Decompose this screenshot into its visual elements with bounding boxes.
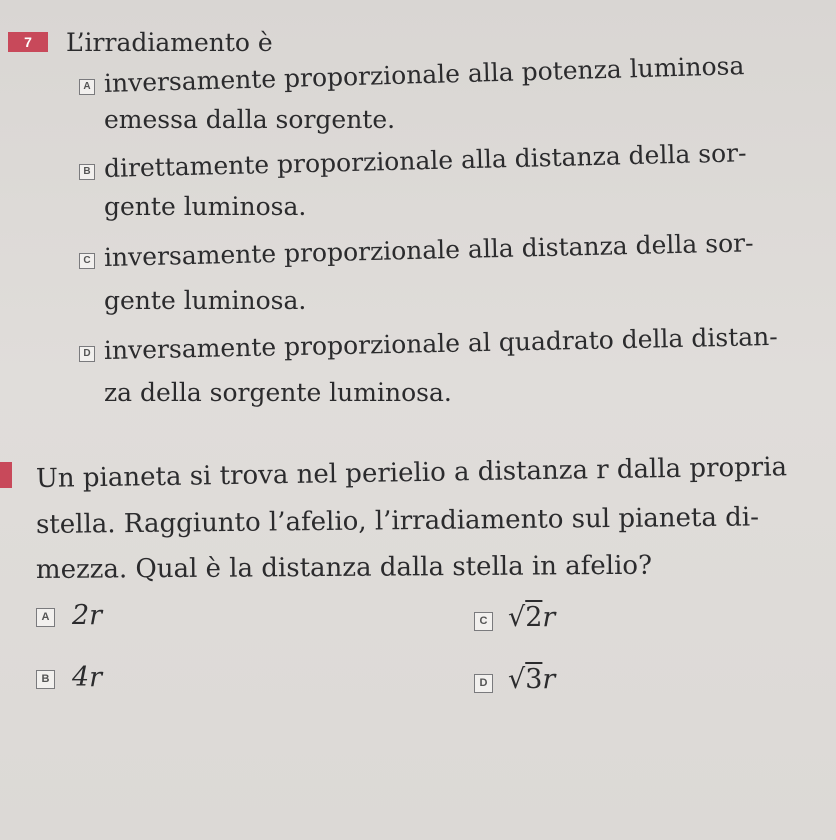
answer-c-var: r: [542, 602, 556, 633]
option-d-box: D: [79, 346, 95, 362]
question-7-stem: L’irradiamento è: [66, 28, 273, 57]
question-8-line-3: mezza. Qual è la distanza dalla stella in afelio?: [35, 550, 653, 585]
option-b-line-1: direttamente proporzionale alla distanza della sor-: [103, 138, 747, 183]
option-a-line-2: emessa dalla sorgente.: [104, 105, 396, 134]
option-d-line-1: inversamente proporzionale al quadrato della distan-: [103, 321, 778, 365]
question-8-marker: [0, 462, 12, 488]
option-b-box: B: [79, 164, 95, 180]
option-d-line-2: za della sorgente luminosa.: [104, 378, 452, 407]
option-c-line-1: inversamente proporzionale alla distanza della sor-: [103, 228, 754, 272]
answer-d-box: D: [474, 674, 493, 693]
answer-b-box: B: [36, 670, 55, 689]
option-c-line-2: gente luminosa.: [104, 286, 307, 315]
answer-c-radicand: 2: [525, 602, 543, 633]
answer-c-value: √2r: [508, 602, 556, 633]
answer-d-value: √3r: [508, 664, 556, 695]
option-b-line-2: gente luminosa.: [104, 192, 307, 221]
answer-d-var: r: [542, 664, 556, 695]
answer-a-value: 2r: [72, 600, 103, 631]
question-8-line-1: Un pianeta si trova nel perielio a distanza r dalla propria: [35, 452, 788, 494]
option-a-line-1: inversamente proporzionale alla potenza luminosa: [103, 51, 745, 98]
question-number-7: 7: [8, 32, 48, 52]
answer-c-box: C: [474, 612, 493, 631]
option-c-box: C: [79, 253, 95, 269]
option-a-box: A: [79, 79, 95, 95]
answer-d-radicand: 3: [525, 664, 543, 695]
answer-b-value: 4r: [72, 662, 103, 693]
answer-a-box: A: [36, 608, 55, 627]
question-8-line-2: stella. Raggiunto l’afelio, l’irradiamento sul pianeta di-: [35, 502, 760, 540]
